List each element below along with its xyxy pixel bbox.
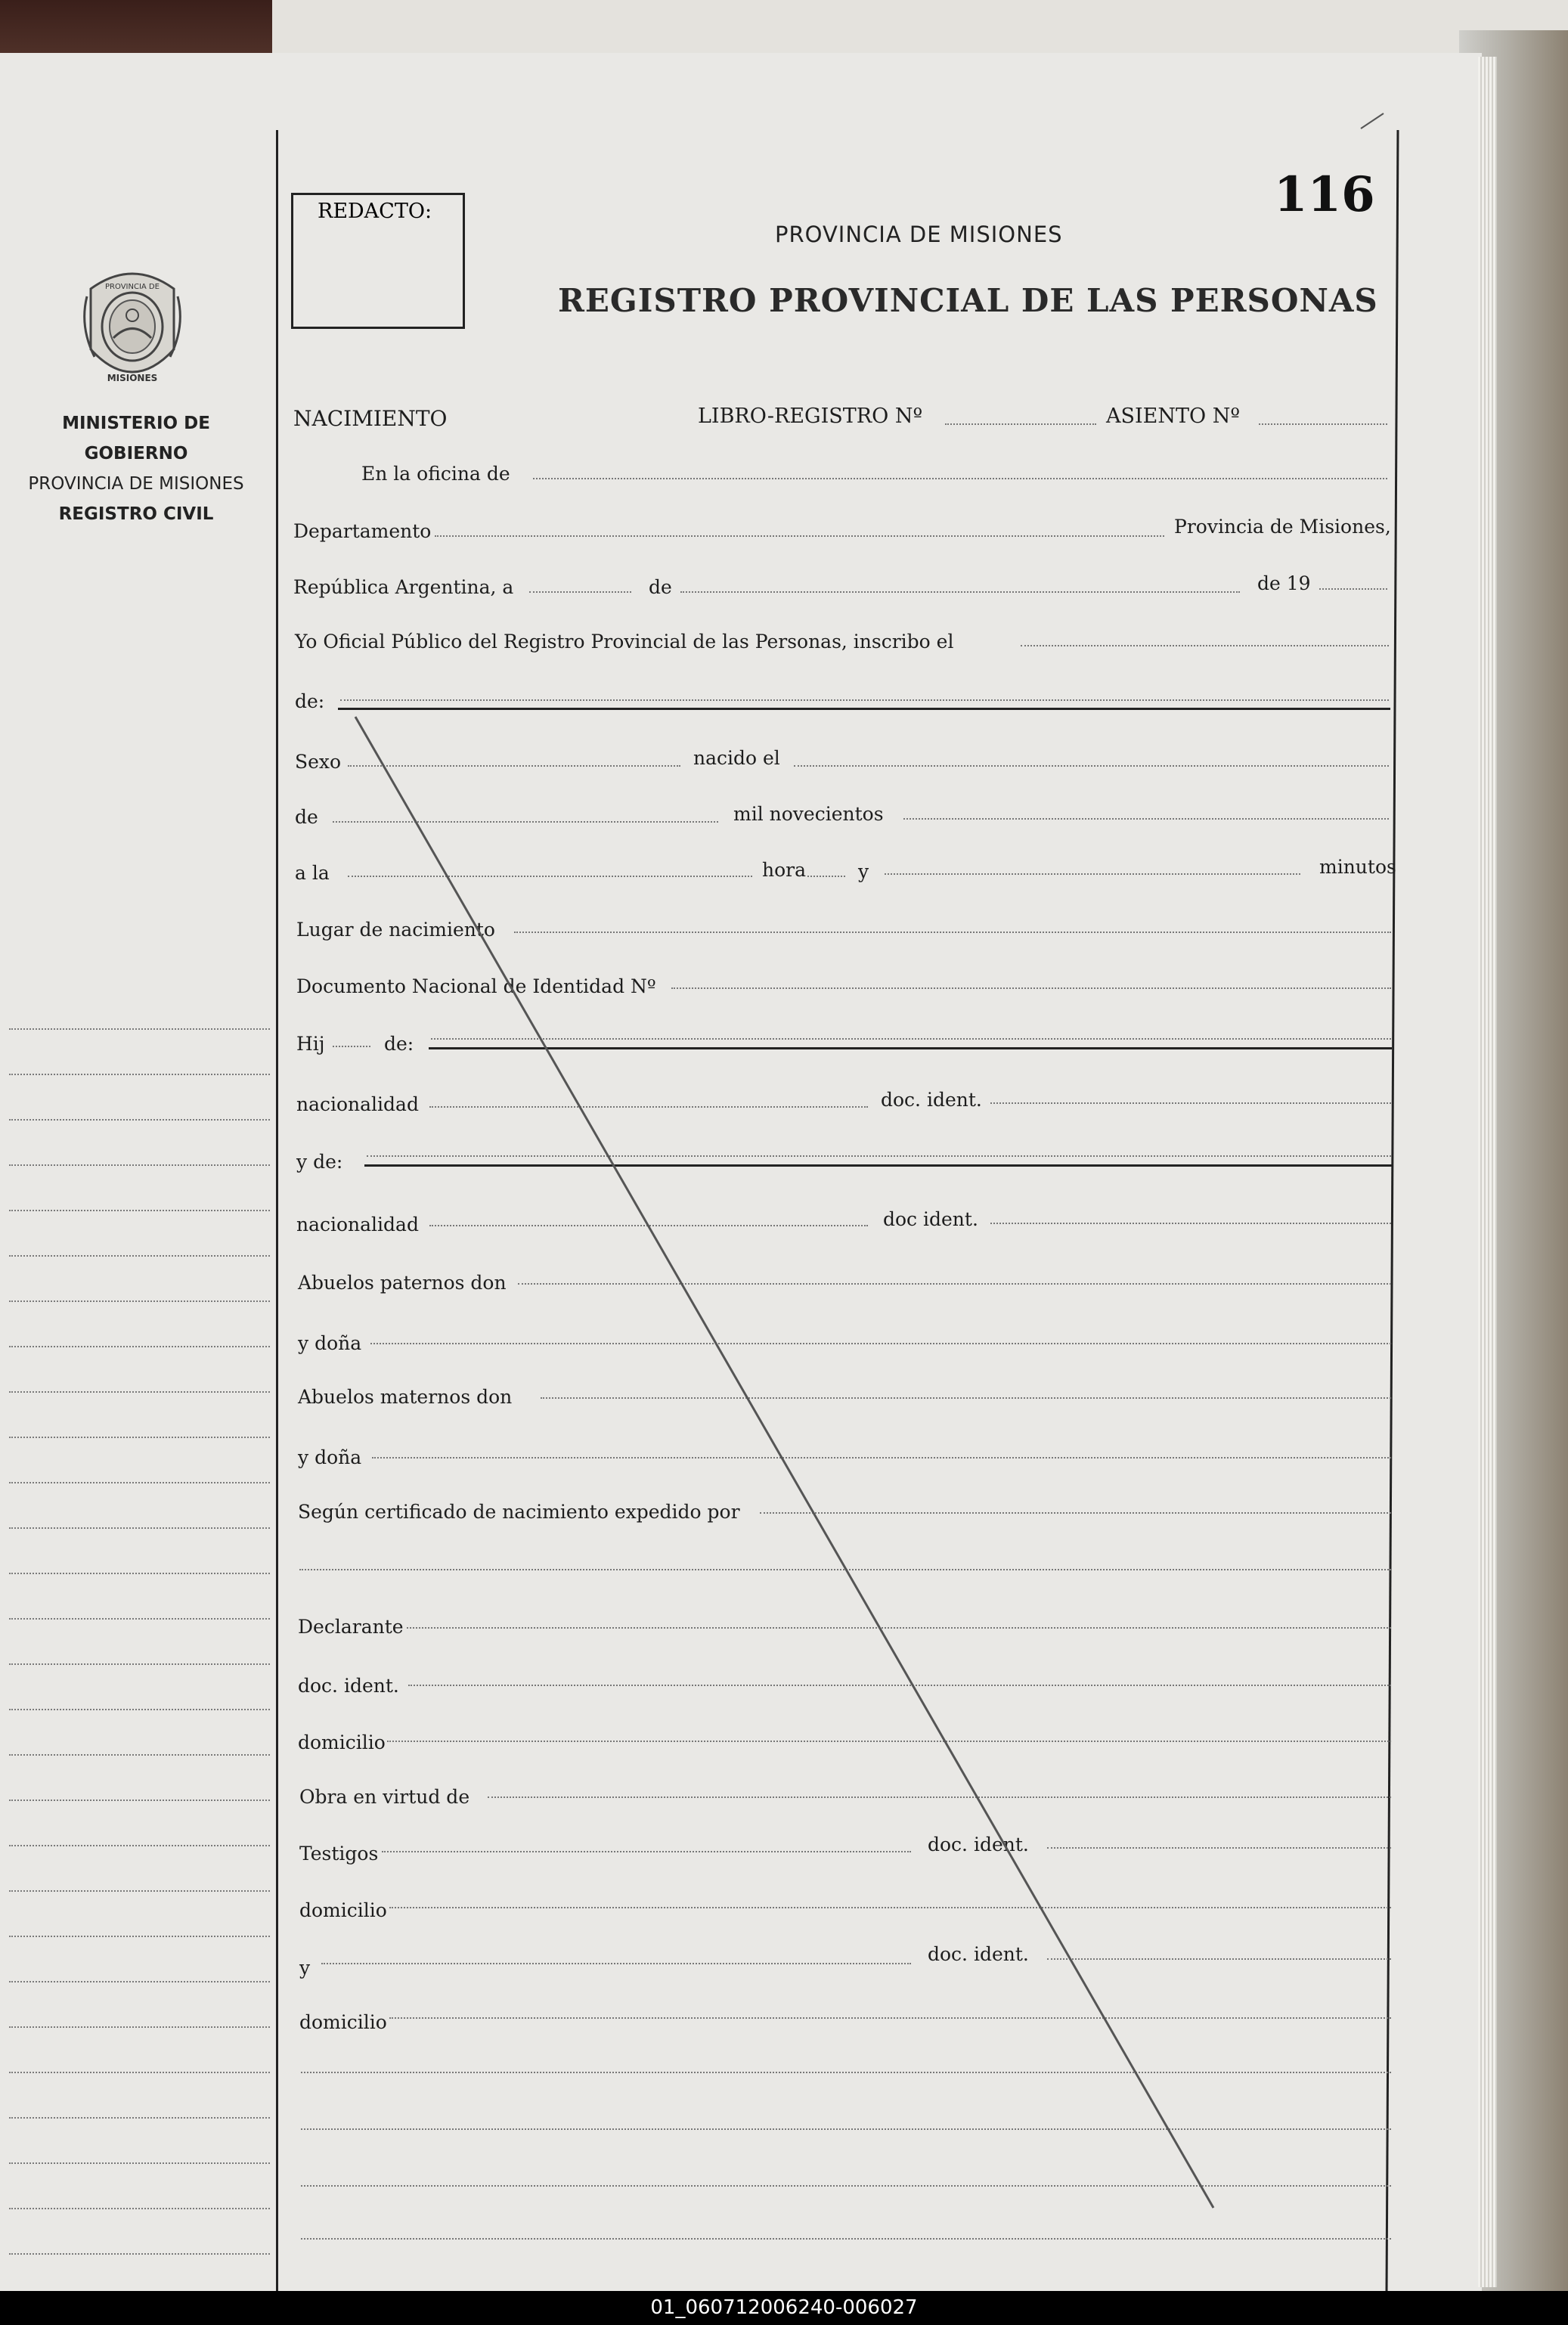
footer-image-id: 01_060712006240-006027: [0, 2291, 1568, 2325]
page-number: 116: [1274, 166, 1375, 223]
label-en-la-oficina: En la oficina de: [361, 463, 510, 485]
label-testigos: Testigos: [299, 1843, 379, 1865]
label-nacimiento: NACIMIENTO: [293, 406, 448, 431]
label-hij-de: de:: [384, 1033, 414, 1055]
redacto-label: REDACTO:: [318, 200, 432, 223]
label-minutos: minutos: [1319, 856, 1396, 878]
label-obra-en-virtud: Obra en virtud de: [299, 1786, 470, 1808]
seal-bottom-text: MISIONES: [107, 373, 158, 383]
label-domicilio-1: domicilio: [298, 1731, 386, 1753]
label-sexo: Sexo: [295, 751, 342, 773]
label-de-colon: de:: [295, 690, 325, 712]
label-declarante: Declarante: [298, 1616, 404, 1638]
label-y-de: y de:: [296, 1151, 343, 1173]
label-departamento: Departamento: [293, 520, 432, 542]
label-doc-ident-4: doc. ident.: [928, 1834, 1029, 1855]
ministry-line-2: PROVINCIA DE MISIONES: [28, 474, 244, 494]
label-y-2: y: [299, 1957, 311, 1979]
label-segun-certificado: Según certificado de nacimiento expedido por: [298, 1501, 740, 1523]
label-nacionalidad-1: nacionalidad: [296, 1093, 419, 1115]
label-de: de: [649, 576, 672, 598]
label-a-la: a la: [295, 862, 330, 884]
label-doc-ident-2: doc ident.: [883, 1208, 978, 1230]
label-asiento: ASIENTO Nº: [1106, 405, 1241, 428]
label-y-dona-2: y doña: [298, 1446, 362, 1468]
label-abuelos-paternos: Abuelos paternos don: [298, 1272, 507, 1294]
label-yo-oficial: Yo Oficial Público del Registro Provincial de las Personas, inscribo el: [295, 631, 954, 653]
label-provincia-misiones: Provincia de Misiones,: [1174, 516, 1391, 538]
label-doc-ident-1: doc. ident.: [881, 1089, 982, 1111]
label-hora: hora: [762, 859, 807, 881]
label-de-2: de: [295, 806, 318, 828]
label-y-dona-1: y doña: [298, 1332, 362, 1354]
label-libro-registro: LIBRO-REGISTRO Nº: [698, 405, 923, 428]
label-hij: Hij: [296, 1033, 325, 1055]
label-lugar-nacimiento: Lugar de nacimiento: [296, 919, 495, 941]
label-doc-ident-3: doc. ident.: [298, 1675, 399, 1697]
label-domicilio-2: domicilio: [299, 1899, 387, 1921]
ministry-line-1: MINISTERIO DE GOBIERNO: [62, 414, 210, 463]
label-republica: República Argentina, a: [293, 576, 514, 598]
label-nacido-el: nacido el: [693, 747, 780, 769]
seal-top-text: PROVINCIA DE: [105, 283, 160, 291]
label-mil-novecientos: mil novecientos: [733, 803, 884, 825]
label-doc-ident-5: doc. ident.: [928, 1943, 1029, 1965]
ministry-line-3: REGISTRO CIVIL: [58, 504, 214, 524]
label-nacionalidad-2: nacionalidad: [296, 1214, 419, 1235]
label-domicilio-3: domicilio: [299, 2011, 387, 2033]
province-title: PROVINCIA DE MISIONES: [775, 222, 1063, 247]
label-abuelos-maternos: Abuelos maternos don: [298, 1386, 513, 1408]
registry-title: REGISTRO PROVINCIAL DE LAS PERSONAS: [558, 282, 1378, 319]
label-y: y: [858, 860, 869, 882]
label-de-19: de 19: [1257, 572, 1311, 594]
label-documento-nacional: Documento Nacional de Identidad Nº: [296, 975, 656, 997]
